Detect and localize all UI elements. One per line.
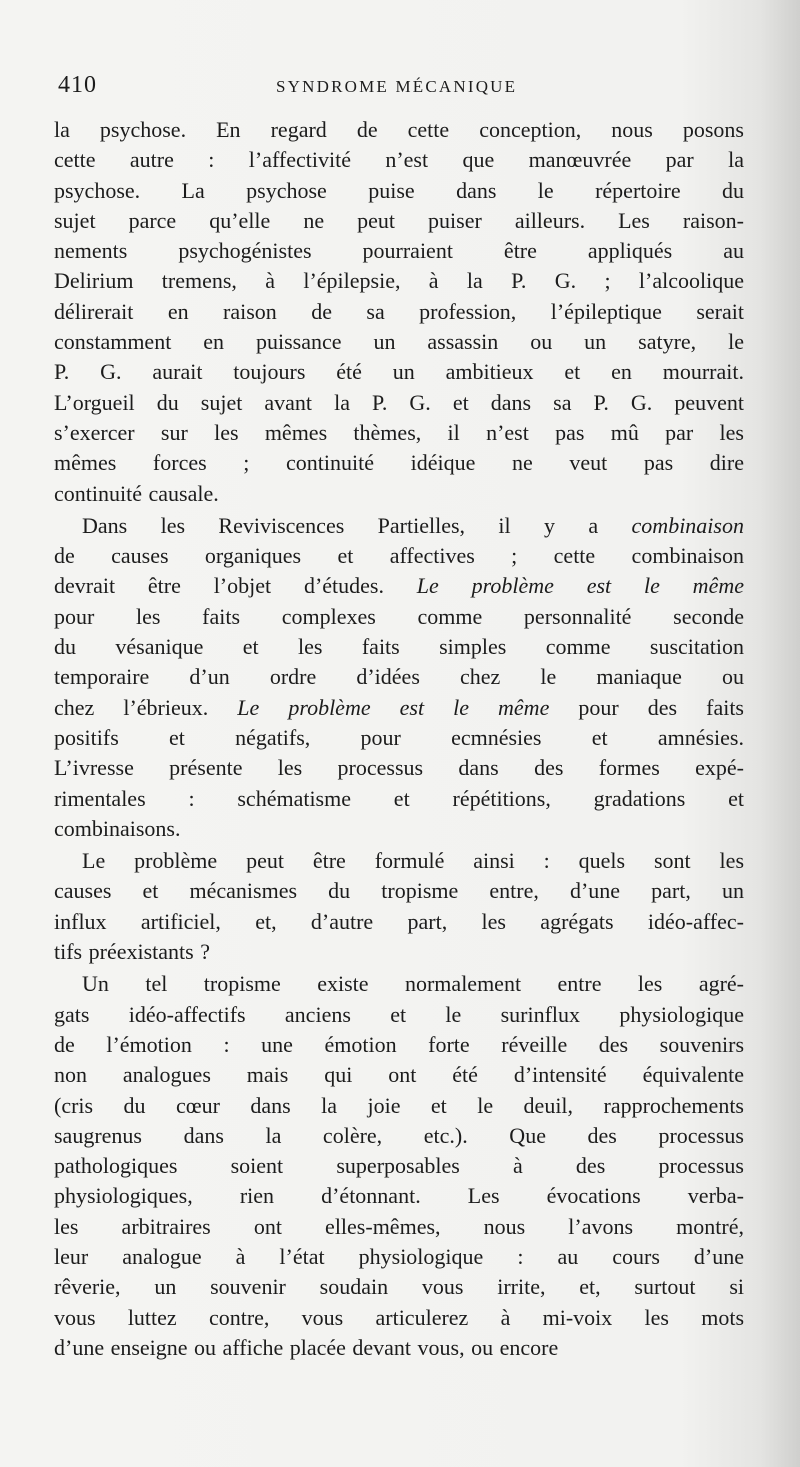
text-line	[54, 1151, 744, 1181]
text-line	[54, 236, 744, 266]
text-line	[54, 571, 744, 601]
text-line	[54, 937, 744, 967]
text-line	[54, 602, 744, 632]
text-run: rimentales : schématisme et répétitions, gradations et	[54, 785, 744, 811]
text-run: devrait être l’objet d’études.	[54, 573, 417, 599]
italic-text: combinaison	[631, 512, 744, 538]
text-line	[54, 206, 744, 236]
text-line	[54, 1303, 744, 1333]
text-run: temporaire d’un ordre d’idées chez le maniaque ou	[54, 664, 744, 690]
text-run: pour des faits	[549, 694, 744, 720]
text-run: P. G. aurait toujours été un ambitieux et en mourrait.	[54, 359, 744, 385]
text-line	[54, 1212, 744, 1242]
text-run: combinaisons.	[54, 815, 181, 841]
body-text	[54, 115, 744, 1363]
text-line	[54, 907, 744, 937]
text-line	[54, 693, 744, 723]
text-line	[54, 115, 744, 145]
text-line	[54, 876, 744, 906]
text-run: psychose. La psychose puise dans le répertoire du	[54, 177, 744, 203]
text-line	[54, 1181, 744, 1211]
text-line	[54, 1121, 744, 1151]
text-run: de causes organiques et affectives ; cette combinaison	[54, 543, 744, 569]
text-line	[54, 266, 744, 296]
text-run: vous luttez contre, vous articulerez à mi-voix les mots	[54, 1304, 744, 1330]
text-run: Un tel tropisme existe normalement entre les agré-	[82, 971, 744, 997]
text-run: sujet parce qu’elle ne peut puiser ailleurs. Les raison-	[54, 207, 744, 233]
text-run: chez l’ébrieux.	[54, 694, 238, 720]
text-line	[54, 357, 744, 387]
text-line	[54, 662, 744, 692]
text-line	[54, 1000, 744, 1030]
text-line	[54, 541, 744, 571]
text-line	[54, 388, 744, 418]
text-line	[54, 327, 744, 357]
text-line	[54, 632, 744, 662]
text-line	[54, 479, 744, 509]
text-run: délirerait en raison de sa profession, l’épileptique serait	[54, 298, 744, 324]
text-run: pathologiques soient superposables à des processus	[54, 1153, 744, 1179]
text-run: tifs préexistants ?	[54, 939, 210, 965]
text-run: pour les faits complexes comme personnalité seconde	[54, 603, 744, 629]
text-line	[54, 753, 744, 783]
text-line	[54, 511, 744, 541]
text-line	[54, 1030, 744, 1060]
text-run: constamment en puissance un assassin ou un satyre, le	[54, 329, 744, 355]
text-run: L’ivresse présente les processus dans des formes expé-	[54, 755, 744, 781]
text-run: Delirium tremens, à l’épilepsie, à la P. G. ; l’alcoolique	[54, 268, 744, 294]
text-line	[54, 1333, 744, 1363]
text-line	[54, 969, 744, 999]
text-run: Le problème peut être formulé ainsi : quels sont les	[82, 848, 744, 874]
text-line	[54, 1091, 744, 1121]
text-line	[54, 846, 744, 876]
text-line	[54, 814, 744, 844]
text-run: s’exercer sur les mêmes thèmes, il n’est pas mû par les	[54, 419, 744, 445]
text-run: L’orgueil du sujet avant la P. G. et dans sa P. G. peuvent	[54, 389, 744, 415]
text-run: d’une enseigne ou affiche placée devant vous, ou encore	[54, 1334, 559, 1360]
italic-text: Le problème est le même	[237, 694, 550, 720]
text-run: physiologiques, rien d’étonnant. Les évocations verba-	[54, 1183, 744, 1209]
text-run: saugrenus dans la colère, etc.). Que des processus	[54, 1122, 744, 1148]
text-run: gats idéo-affectifs anciens et le surinflux physiologique	[54, 1001, 744, 1027]
text-run: mêmes forces ; continuité idéique ne veut pas dire	[54, 450, 744, 476]
text-run: leur analogue à l’état physiologique : au cours d’une	[54, 1243, 744, 1269]
text-line	[54, 176, 744, 206]
text-line	[54, 448, 744, 478]
text-run: causes et mécanismes du tropisme entre, d’une part, un	[54, 878, 744, 904]
text-run: influx artificiel, et, d’autre part, les agrégats idéo-affec-	[54, 908, 744, 934]
italic-text: Le problème est le même	[416, 573, 744, 599]
paragraph	[54, 969, 744, 1363]
text-run: continuité causale.	[54, 480, 219, 506]
text-line	[54, 784, 744, 814]
text-run: nements psychogénistes pourraient être appliqués au	[54, 238, 744, 264]
running-head: SYNDROME MÉCANIQUE	[276, 77, 518, 96]
text-run: non analogues mais qui ont été d’intensité équivalente	[54, 1062, 744, 1088]
text-run: Dans les Reviviscences Partielles, il y a	[82, 512, 632, 538]
page-number: 410	[58, 72, 97, 98]
text-run: rêverie, un souvenir soudain vous irrite, et, surtout si	[54, 1274, 744, 1300]
text-run: du vésanique et les faits simples comme suscitation	[54, 634, 744, 660]
text-run: de l’émotion : une émotion forte réveille des souvenirs	[54, 1031, 744, 1057]
page-header	[58, 72, 748, 104]
text-line	[54, 1060, 744, 1090]
paragraph	[54, 115, 744, 509]
text-run: les arbitraires ont elles-mêmes, nous l’avons montré,	[54, 1213, 744, 1239]
text-run: la psychose. En regard de cette conception, nous posons	[54, 117, 744, 142]
text-run: (cris du cœur dans la joie et le deuil, rapprochements	[54, 1092, 744, 1118]
text-line	[54, 297, 744, 327]
paragraph	[54, 511, 744, 844]
text-run: cette autre : l’affectivité n’est que manœuvrée par la	[54, 147, 744, 173]
paragraph	[54, 846, 744, 967]
text-line	[54, 1242, 744, 1272]
text-line	[54, 145, 744, 175]
text-run: positifs et négatifs, pour ecmnésies et amnésies.	[54, 724, 744, 750]
text-line	[54, 418, 744, 448]
text-line	[54, 1272, 744, 1302]
text-line	[54, 723, 744, 753]
